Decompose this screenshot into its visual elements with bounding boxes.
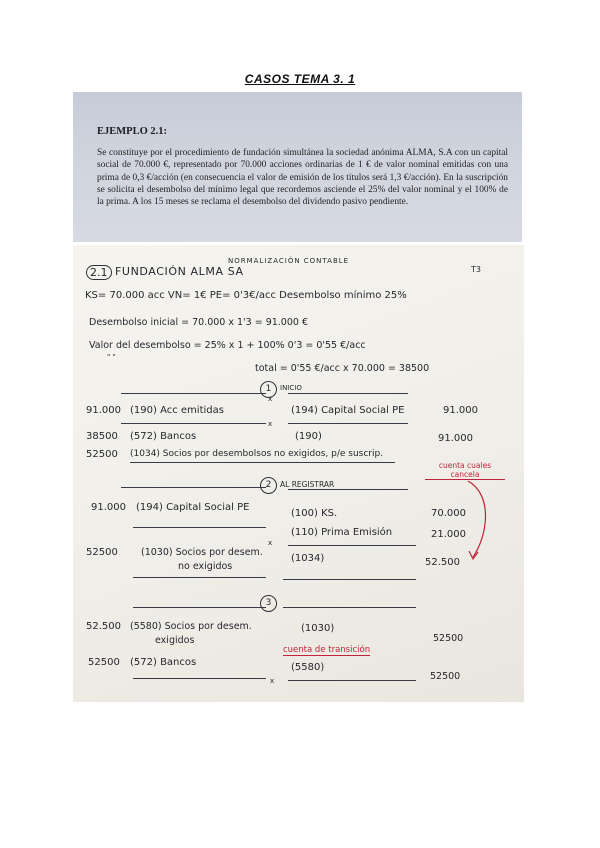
e2-credit2-amount: 21.000 — [431, 529, 466, 540]
e1-debit3-amount: 52500 — [86, 449, 118, 460]
e2-debit2-account-line2: no exigidos — [178, 561, 233, 572]
e3-debit1-amount: 52.500 — [86, 621, 121, 632]
section-number-1: 1 — [260, 381, 277, 398]
journal-rule — [288, 423, 408, 424]
e2-debit1-account: (194) Capital Social PE — [136, 502, 250, 513]
e3-debit1-account-line1: (5580) Socios por desem. — [130, 621, 252, 632]
section-x: x — [268, 395, 273, 403]
e2-credit1-amount: 70.000 — [431, 508, 466, 519]
line-ditto: " " — [107, 353, 116, 361]
e2-debit1-amount: 91.000 — [91, 502, 126, 513]
section-label-2: AL REGISTRAR — [280, 480, 335, 489]
e3-credit1-account: (1030) — [301, 623, 335, 634]
e3-debit2-account: (572) Bancos — [130, 657, 197, 668]
journal-rule — [283, 607, 416, 608]
e3-debit1-account-line2: exigidos — [155, 635, 195, 646]
section-number-3: 3 — [260, 595, 277, 612]
e1-credit1-amount: 91.000 — [443, 405, 478, 416]
journal-rule — [133, 577, 266, 578]
company-name: FUNDACIÓN ALMA SA — [115, 265, 244, 278]
journal-rule — [283, 579, 416, 580]
journal-rule — [133, 678, 266, 679]
e3-credit1-amount: 52500 — [433, 633, 464, 644]
journal-rule — [121, 423, 266, 424]
journal-rule — [288, 545, 416, 546]
line-desembolso-inicial: Desembolso inicial = 70.000 x 1'3 = 91.000 € — [89, 317, 309, 328]
e1-note: cuenta cuales cancela — [425, 461, 505, 480]
notes-header-right: T3 — [471, 265, 481, 274]
e1-debit2-account: (572) Bancos — [130, 431, 197, 442]
e2-debit2-account-line1: (1030) Socios por desem. — [141, 547, 263, 558]
journal-rule — [288, 393, 408, 394]
journal-rule — [121, 487, 266, 488]
journal-rule — [121, 393, 266, 394]
e2-credit3-amount: 52.500 — [425, 557, 460, 568]
e1-credit2-amount: 91.000 — [438, 433, 473, 444]
journal-rule — [288, 680, 416, 681]
e1-debit1-account: (190) Acc emitidas — [130, 405, 224, 416]
notes-header: NORMALIZACIÓN CONTABLE — [228, 257, 350, 265]
e2-credit3-account: (1034) — [291, 553, 325, 564]
e3-note: cuenta de transición — [283, 645, 371, 655]
journal-rule — [288, 489, 408, 490]
case-number: 2.1 — [86, 265, 112, 280]
e3-debit2-amount: 52500 — [88, 657, 120, 668]
e1-debit2-amount: 38500 — [86, 431, 118, 442]
section-label-1: INICIO — [280, 384, 302, 392]
journal-rule — [133, 607, 266, 608]
e2-debit2-amount: 52500 — [86, 547, 118, 558]
e3-credit2-account: (5580) — [291, 662, 325, 673]
line-valor-desembolso: Valor del desembolso = 25% x 1 + 100% 0'3 = 0'55 €/acc — [89, 340, 366, 351]
section-x: x — [270, 677, 275, 685]
e1-debit1-amount: 91.000 — [86, 405, 121, 416]
section-number-2: 2 — [260, 477, 277, 494]
section-x: x — [268, 420, 273, 428]
journal-rule — [133, 527, 266, 528]
e1-debit3-account: (1034) Socios por desembolsos no exigidos, p/e suscrip. — [130, 449, 384, 459]
section-x: x — [268, 539, 273, 547]
handwritten-notes-photo — [73, 245, 524, 702]
e2-credit1-account: (100) KS. — [291, 508, 338, 519]
e1-credit2-account: (190) — [295, 431, 322, 442]
example-photo — [73, 92, 522, 242]
example-heading: EJEMPLO 2.1: — [97, 126, 167, 137]
example-body: Se constituye por el procedimiento de fundación simultánea la sociedad anónima ALMA, S.A con un capital social de 70.000 €, representado por 70.000 acciones ordinarias de 1 € de valor nominal emitidas con una prima de 0,3 €/acción (en consecuencia el valor de emisión de los títulos será 1,3 €/acción). En la suscripción se solicita el desembolso del mínimo legal que recordemos asciende el 25% del valor nominal y el 100% de la prima. A los 15 meses se reclama el desembolso del dividendo pasivo pendiente. — [97, 148, 508, 208]
e3-credit2-amount: 52500 — [430, 671, 461, 682]
line-total: total = 0'55 €/acc x 70.000 = 38500 — [255, 363, 430, 374]
e1-credit1-account: (194) Capital Social PE — [291, 405, 405, 416]
line-ks: KS= 70.000 acc VN= 1€ PE= 0'3€/acc Desembolso mínimo 25% — [85, 290, 407, 301]
e2-credit2-account: (110) Prima Emisión — [291, 527, 393, 538]
page-title: CASOS TEMA 3. 1 — [244, 72, 356, 86]
journal-rule — [130, 462, 395, 463]
